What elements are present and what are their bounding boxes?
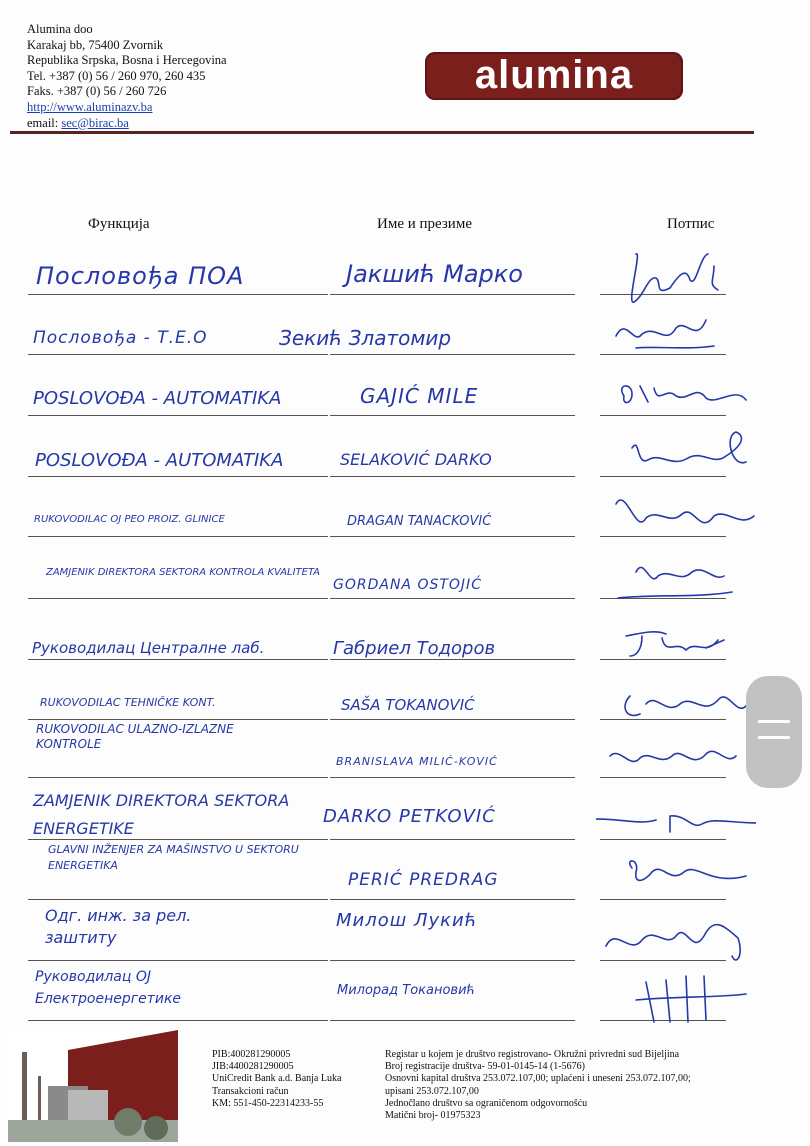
signature-mark xyxy=(622,386,746,403)
company-url-link[interactable]: http://www.aluminazv.ba xyxy=(27,99,153,114)
footer-paid: upisani 253.072.107,00 xyxy=(385,1085,479,1097)
row-underline xyxy=(28,719,328,720)
footer-pib: PIB:400281290005 xyxy=(212,1049,291,1060)
row-name: GAJIĆ MILE xyxy=(360,384,479,408)
alumina-logo xyxy=(425,52,683,100)
company-region: Republika Srpska, Bosna i Hercegovina xyxy=(27,53,227,68)
row-underline xyxy=(28,839,328,840)
signature-mark xyxy=(632,432,746,463)
row-underline xyxy=(28,354,328,355)
email-label: email: xyxy=(27,115,62,130)
row-function: RUKOVODILAC ULAZNO-IZLAZNE KONTROLE xyxy=(36,722,234,751)
row-function: RUKOVODILAC TEHNIČKE KONT. xyxy=(40,696,216,709)
row-underline xyxy=(330,839,575,840)
row-underline xyxy=(330,294,575,295)
footer-register: Registar u kojem je društvo registrovano- Okružni privredni sud Bijeljina xyxy=(385,1049,680,1060)
signatures-column xyxy=(596,236,756,1036)
footer-capital: Osnovni kapital društva 253.072.107,00; uplaćeni i uneseni 253.072.107,00; xyxy=(385,1073,691,1085)
row-name: GORDANA OSTOJIĆ xyxy=(333,577,482,593)
row-underline xyxy=(330,415,575,416)
row-name: Габриел Тодоров xyxy=(333,638,496,659)
footer-bank-info xyxy=(212,1049,341,1110)
row-function: Одг. инж. за рел. заштиту xyxy=(45,906,192,947)
row-underline xyxy=(28,294,328,295)
footer-mb: Matični broj- 01975323 xyxy=(385,1110,481,1122)
row-underline xyxy=(28,415,328,416)
row-function: Пословођа - Т.Е.О xyxy=(33,328,208,348)
row-name: Јакшић Марко xyxy=(346,260,523,288)
scroll-handle[interactable] xyxy=(746,676,802,788)
row-underline xyxy=(330,354,575,355)
signature-mark xyxy=(625,696,746,715)
footer-bank: UniCredit Bank a.d. Banja Luka xyxy=(212,1073,342,1085)
signature-mark xyxy=(626,632,724,656)
row-name: Зекић Златомир xyxy=(279,326,452,350)
row-name: SAŠA TOKANOVIĆ xyxy=(341,696,475,714)
row-name: Милош Лукић xyxy=(336,910,478,931)
header-function: Функција xyxy=(88,216,150,232)
row-underline xyxy=(330,960,575,961)
row-underline xyxy=(330,719,575,720)
row-name: SELAKOVIĆ DARKO xyxy=(340,450,492,469)
company-fax: Faks. +387 (0) 56 / 260 726 xyxy=(27,84,167,99)
company-address: Karakaj bb, 75400 Zvornik xyxy=(27,37,164,52)
footer-account-label: Transakcioni račun xyxy=(212,1085,289,1097)
row-function: POSLOVOĐA - AUTOMATIKA xyxy=(35,450,284,471)
row-function: GLAVNI INŽENJER ZA MAŠINSTVO U SEKTORU ENERGETIKA xyxy=(48,843,299,872)
row-name: PERIĆ PREDRAG xyxy=(348,870,499,890)
row-function: Пословођа ПОА xyxy=(36,262,245,290)
header-rule xyxy=(10,131,754,134)
factory-photo-icon xyxy=(8,1030,178,1142)
row-underline xyxy=(330,1020,575,1021)
row-underline xyxy=(28,536,328,537)
signature-mark xyxy=(632,254,718,302)
row-name: DRAGAN TANACKOVIĆ xyxy=(347,514,492,529)
row-function: Руководилац Централне лаб. xyxy=(32,639,265,657)
signature-mark xyxy=(616,320,714,348)
footer-reg-no: Broj registracije društva- 59-01-0145-14 (1-5676) xyxy=(385,1061,585,1073)
signature-mark xyxy=(610,751,736,761)
footer-type: Jednočlano društvo sa ograničenom odgovornošću xyxy=(385,1097,588,1109)
signature-mark xyxy=(636,976,746,1022)
signature-mark xyxy=(630,861,746,880)
footer-jib: JIB:4400281290005 xyxy=(212,1061,294,1073)
row-function: RUKOVODILAC OJ PEO PROIZ. GLINICE xyxy=(34,514,225,525)
row-underline xyxy=(330,899,575,900)
row-underline xyxy=(28,1020,328,1021)
row-underline xyxy=(330,476,575,477)
header-name: Име и презиме xyxy=(377,216,472,232)
row-underline xyxy=(28,598,328,599)
row-name: Милорад Токановић xyxy=(337,983,476,998)
row-name: BRANISLAVA MILIĆ-KOVIĆ xyxy=(336,755,498,768)
header-signature: Потпис xyxy=(667,216,715,232)
company-email-row xyxy=(27,116,227,132)
footer-registry-info xyxy=(385,1049,691,1122)
row-underline xyxy=(28,659,328,660)
row-underline xyxy=(330,777,575,778)
row-function: ZAMJENIK DIREKTORA SEKTORA ENERGETIKE xyxy=(33,791,290,838)
signature-mark xyxy=(618,567,732,598)
row-underline xyxy=(330,659,575,660)
row-underline xyxy=(330,598,575,599)
company-name: Alumina doo xyxy=(27,22,93,36)
signature-mark xyxy=(606,925,740,960)
row-function: POSLOVOĐA - AUTOMATIKA xyxy=(33,388,282,409)
row-underline xyxy=(28,899,328,900)
row-underline xyxy=(28,777,328,778)
row-underline xyxy=(28,476,328,477)
company-header xyxy=(27,22,227,131)
row-name: DARKO PETKOVIĆ xyxy=(323,806,496,827)
signature-mark xyxy=(616,500,754,523)
company-email-link[interactable]: sec@birac.ba xyxy=(61,115,129,130)
row-function: ZAMJENIK DIREKTORA SEKTORA KONTROLA KVALITETA xyxy=(45,567,321,578)
row-underline xyxy=(330,536,575,537)
row-function: Руководилац ОЈ Електроенергетике xyxy=(35,969,182,1007)
footer-account: KM: 551-450-22314233-55 xyxy=(212,1097,324,1109)
company-tel: Tel. +387 (0) 56 / 260 970, 260 435 xyxy=(27,68,206,83)
row-underline xyxy=(28,960,328,961)
signature-mark xyxy=(596,816,756,832)
logo-text: alumina xyxy=(474,53,634,97)
